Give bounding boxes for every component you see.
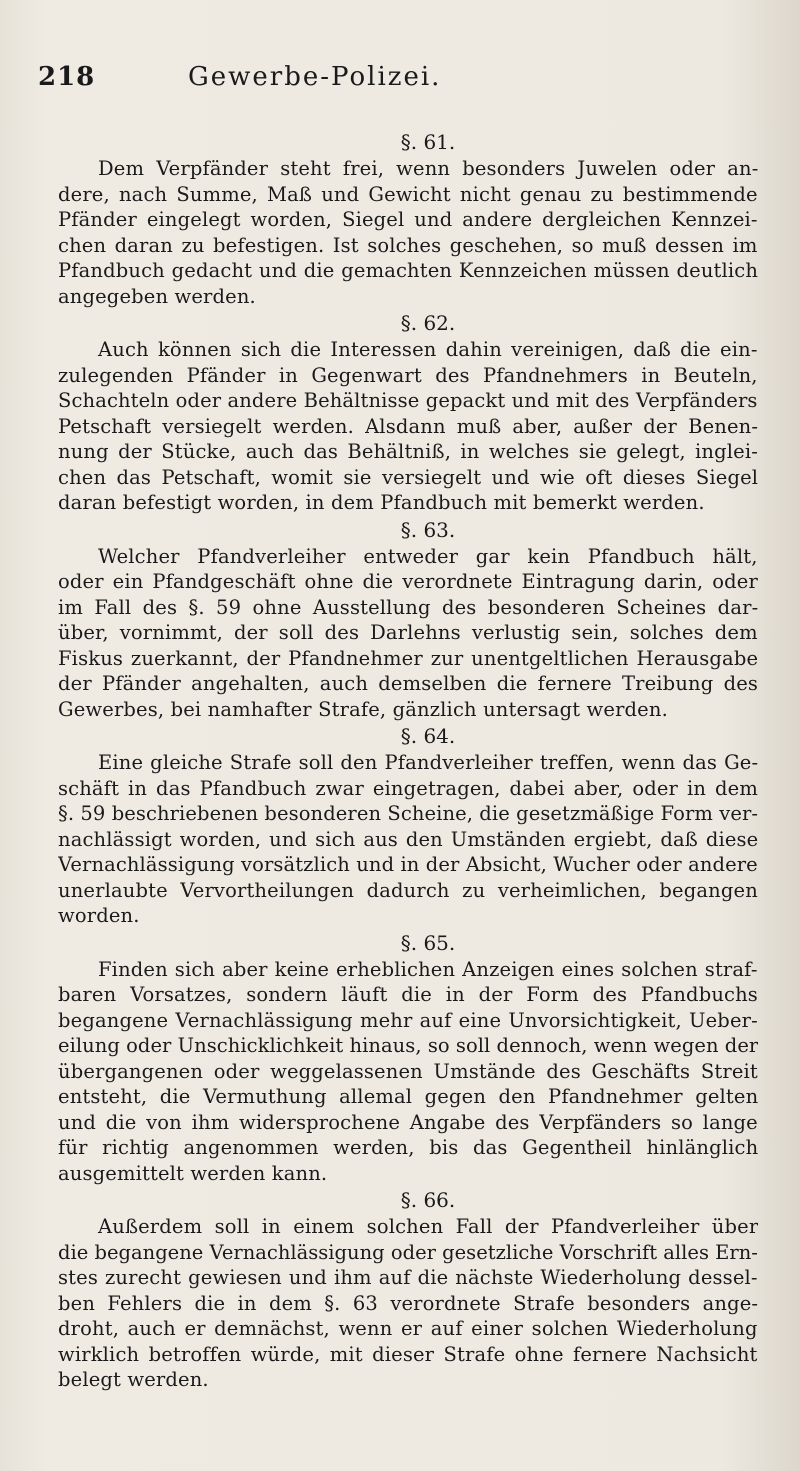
section-paragraph [58, 156, 758, 309]
running-title: Gewerbe-Polizei. [188, 62, 442, 92]
text-line: übergangenen oder weggelassenen Umstände des Geschäfts Streit [58, 1059, 758, 1083]
text-line: Gewerbes, bei namhafter Strafe, gänzlich untersagt werden. [58, 697, 668, 721]
section-paragraph [58, 957, 758, 1187]
text-line: Finden sich aber keine erheblichen Anzeigen eines solchen straf- [98, 957, 758, 981]
text-line: und die von ihm widersprochene Angabe des Verpfänders so lange [58, 1110, 758, 1134]
text-line: Pfänder eingelegt worden, Siegel und andere dergleichen Kennzei- [58, 208, 758, 231]
text-line: chen das Petschaft, womit sie versiegelt und wie oft dieses Siegel [58, 465, 758, 489]
text-line: Eine gleiche Strafe soll den Pfandverleiher treffen, wenn das Ge- [98, 751, 758, 774]
text-line: oder ein Pfandgeschäft ohne die verordnete Eintragung darin, oder [58, 570, 758, 593]
text-line: Außerdem soll in einem solchen Fall der Pfandverleiher über [98, 1215, 758, 1238]
section-heading: §. 61. [400, 130, 456, 154]
section-heading: §. 63. [400, 517, 456, 542]
text-line: entsteht, die Vermuthung allemal gegen den Pfandnehmer gelten [58, 1085, 758, 1108]
text-line: Pfandbuch gedacht und die gemachten Kennzeichen müssen deutlich [58, 259, 758, 282]
text-line: dere, nach Summe, Maß und Gewicht nicht genau zu bestimmende [58, 182, 758, 206]
section-heading: §. 64. [400, 724, 456, 748]
text-line: Welcher Pfandverleiher entweder gar kein Pfandbuch hält, [98, 544, 758, 568]
section-paragraph [58, 544, 758, 723]
text-line: belegt werden. [58, 1368, 209, 1391]
text-line: worden. [58, 904, 140, 927]
text-line: baren Vorsatzes, sondern läuft die in der Form des Pfandbuchs [58, 983, 758, 1006]
text-line: Dem Verpfänder steht frei, wenn besonders Juwelen oder an- [98, 157, 758, 180]
page-number: 218 [38, 62, 96, 92]
text-line: ben Fehlers die in dem §. 63 verordnete Strafe besonders ange- [58, 1291, 758, 1315]
text-line: für richtig angenommen werden, bis das Gegentheil hinlänglich [58, 1136, 758, 1159]
text-line: die begangene Vernachlässigung oder gesetzliche Vorschrift alles Ern- [58, 1240, 758, 1264]
text-line: wirklich betroffen würde, mit dieser Strafe ohne fernere Nachsicht [58, 1342, 758, 1366]
text-line: chen daran zu befestigen. Ist solches geschehen, so muß dessen im [58, 233, 758, 257]
text-line: nung der Stücke, auch das Behältniß, in welches sie gelegt, inglei- [58, 440, 758, 463]
text-line: droht, auch er demnächst, wenn er auf einer solchen Wiederholung [58, 1317, 758, 1340]
section-heading: §. 66. [400, 1188, 456, 1212]
text-line: der Pfänder angehalten, auch demselben die fernere Treibung des [58, 672, 758, 695]
section-paragraph [58, 750, 758, 929]
text-line: daran befestigt worden, in dem Pfandbuch mit bemerkt werden. [58, 491, 705, 514]
page-body [58, 128, 758, 1393]
text-line: ausgemittelt werden kann. [58, 1161, 328, 1185]
text-line: schäft in das Pfandbuch zwar eingetragen, dabei aber, oder in dem [58, 776, 758, 800]
text-line: Schachteln oder andere Behältnisse gepackt und mit des Verpfänders [58, 389, 758, 412]
text-line: begangene Vernachlässigung mehr auf eine Unvorsichtigkeit, Ueber- [58, 1008, 758, 1032]
text-line: §. 59 beschriebenen besonderen Scheine, die gesetzmäßige Form ver- [58, 802, 758, 825]
section-paragraph [58, 337, 758, 516]
text-line: Fiskus zuerkannt, der Pfandnehmer zur unentgeltlichen Herausgabe [58, 646, 758, 670]
section-heading: §. 65. [400, 930, 456, 955]
text-line: zulegenden Pfänder in Gegenwart des Pfandnehmers in Beuteln, [58, 363, 758, 387]
text-line: unerlaubte Vervortheilungen dadurch zu verheimlichen, begangen [58, 878, 758, 902]
text-line: stes zurecht gewiesen und ihm auf die nächste Wiederholung dessel- [58, 1266, 758, 1289]
text-line: Vernachlässigung vorsätzlich und in der Absicht, Wucher oder andere [58, 853, 758, 876]
text-line: nachlässigt worden, und sich aus den Umständen ergiebt, daß diese [58, 827, 758, 851]
section-paragraph [58, 1214, 758, 1393]
section-heading: §. 62. [400, 311, 456, 335]
text-line: eilung oder Unschicklichkeit hinaus, so soll dennoch, wenn wegen der [58, 1034, 758, 1057]
text-line: über, vornimmt, der soll des Darlehns verlustig sein, solches dem [58, 621, 758, 644]
text-line: Auch können sich die Interessen dahin vereinigen, daß die ein- [98, 338, 758, 361]
text-line: im Fall des §. 59 ohne Ausstellung des besonderen Scheines dar- [58, 595, 758, 619]
page-header [38, 60, 760, 100]
text-line: angegeben werden. [58, 284, 256, 308]
text-line: Petschaft versiegelt werden. Alsdann muß aber, außer der Benen- [58, 414, 758, 438]
